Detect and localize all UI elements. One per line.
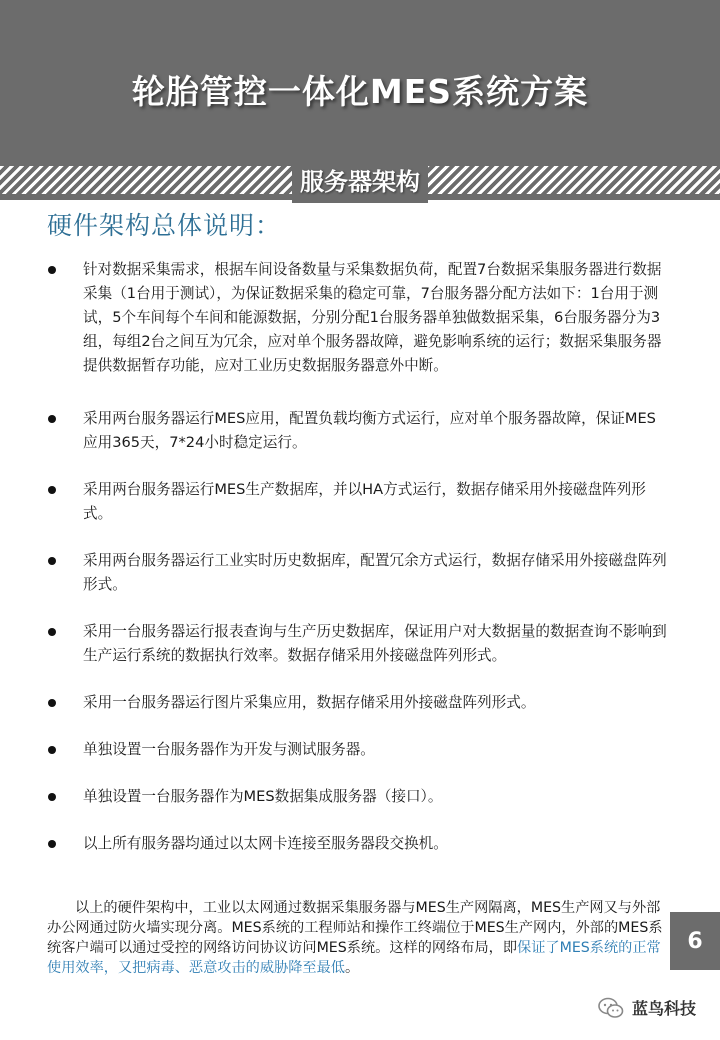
bullet-dot-icon	[48, 746, 56, 754]
section-title: 服务器架构	[292, 158, 428, 203]
bullet-text: 以上所有服务器均通过以太网卡连接至服务器段交换机。	[83, 835, 448, 852]
subheading: 硬件架构总体说明：	[47, 211, 282, 240]
summary-highlight: 保证了MES系统的正常使用效率，又把病毒、恶意攻击的威胁降至最低	[47, 940, 661, 976]
bullet-dot-icon	[48, 415, 56, 423]
bullet-text: 采用两台服务器运行MES生产数据库，并以HA方式运行，数据存储采用外接磁盘阵列形式。	[83, 481, 646, 522]
summary-end: 。	[344, 960, 360, 976]
summary-paragraph	[47, 898, 667, 978]
brand-watermark	[598, 996, 696, 1019]
bullet-dot-icon	[48, 840, 56, 848]
bullet-text: 采用两台服务器运行工业实时历史数据库，配置冗余方式运行，数据存储采用外接磁盘阵列形式。	[83, 552, 667, 593]
bullet-dot-icon	[48, 628, 56, 636]
bullet-item	[40, 738, 670, 762]
bullet-text: 针对数据采集需求，根据车间设备数量与采集数据负荷，配置7台数据采集服务器进行数据采集（1台用于测试），为保证数据采集的稳定可靠，7台服务器分配方法如下：1台用于测试，5个车间每个车间和能源数据，分别分配1台服务器单独做数据采集，6台服务器分为3组，每组2台之间互为冗余，应对单个服务器故障，避免影响系统的运行；数据采集服务器提供数据暂存功能，应对工业历史数据服务器意外中断。	[83, 261, 662, 374]
bullet-text: 采用一台服务器运行图片采集应用，数据存储采用外接磁盘阵列形式。	[83, 694, 536, 711]
bullet-item	[40, 478, 670, 526]
header-banner	[0, 0, 720, 200]
summary-text: 以上的硬件架构中，工业以太网通过数据采集服务器与MES生产网隔离，MES生产网又与外部办公网通过防火墙实现分离。MES系统的工程师站和操作工终端位于MES生产网内，外部的MES系统客户端可以通过受控的网络访问协议访问MES系统。这样的网络布局，即	[47, 900, 663, 956]
page-number: 6	[670, 912, 720, 970]
bullet-item	[40, 691, 670, 715]
bullet-text: 采用一台服务器运行报表查询与生产历史数据库，保证用户对大数据量的数据查询不影响到生产运行系统的数据执行效率。数据存储采用外接磁盘阵列形式。	[83, 623, 667, 664]
bullet-item	[40, 549, 670, 597]
bullet-text: 单独设置一台服务器作为MES数据集成服务器（接口）。	[83, 788, 443, 805]
bullet-item	[40, 258, 670, 378]
bullet-dot-icon	[48, 266, 56, 274]
brand-name: 蓝鸟科技	[631, 999, 696, 1018]
bullet-list	[40, 258, 670, 856]
bullet-item	[40, 407, 670, 455]
bullet-dot-icon	[48, 793, 56, 801]
bullet-text: 单独设置一台服务器作为开发与测试服务器。	[83, 741, 375, 758]
bullet-text: 采用两台服务器运行MES应用，配置负载均衡方式运行，应对单个服务器故障，保证MES应用365天，7*24小时稳定运行。	[83, 410, 656, 451]
bullet-item	[40, 785, 670, 809]
bullet-dot-icon	[48, 557, 56, 565]
bullet-dot-icon	[48, 699, 56, 707]
bullet-item	[40, 620, 670, 668]
bullet-dot-icon	[48, 486, 56, 494]
bullet-item	[40, 832, 670, 856]
wechat-icon	[598, 997, 624, 1019]
document-title: 轮胎管控一体化MES系统方案	[131, 72, 589, 111]
